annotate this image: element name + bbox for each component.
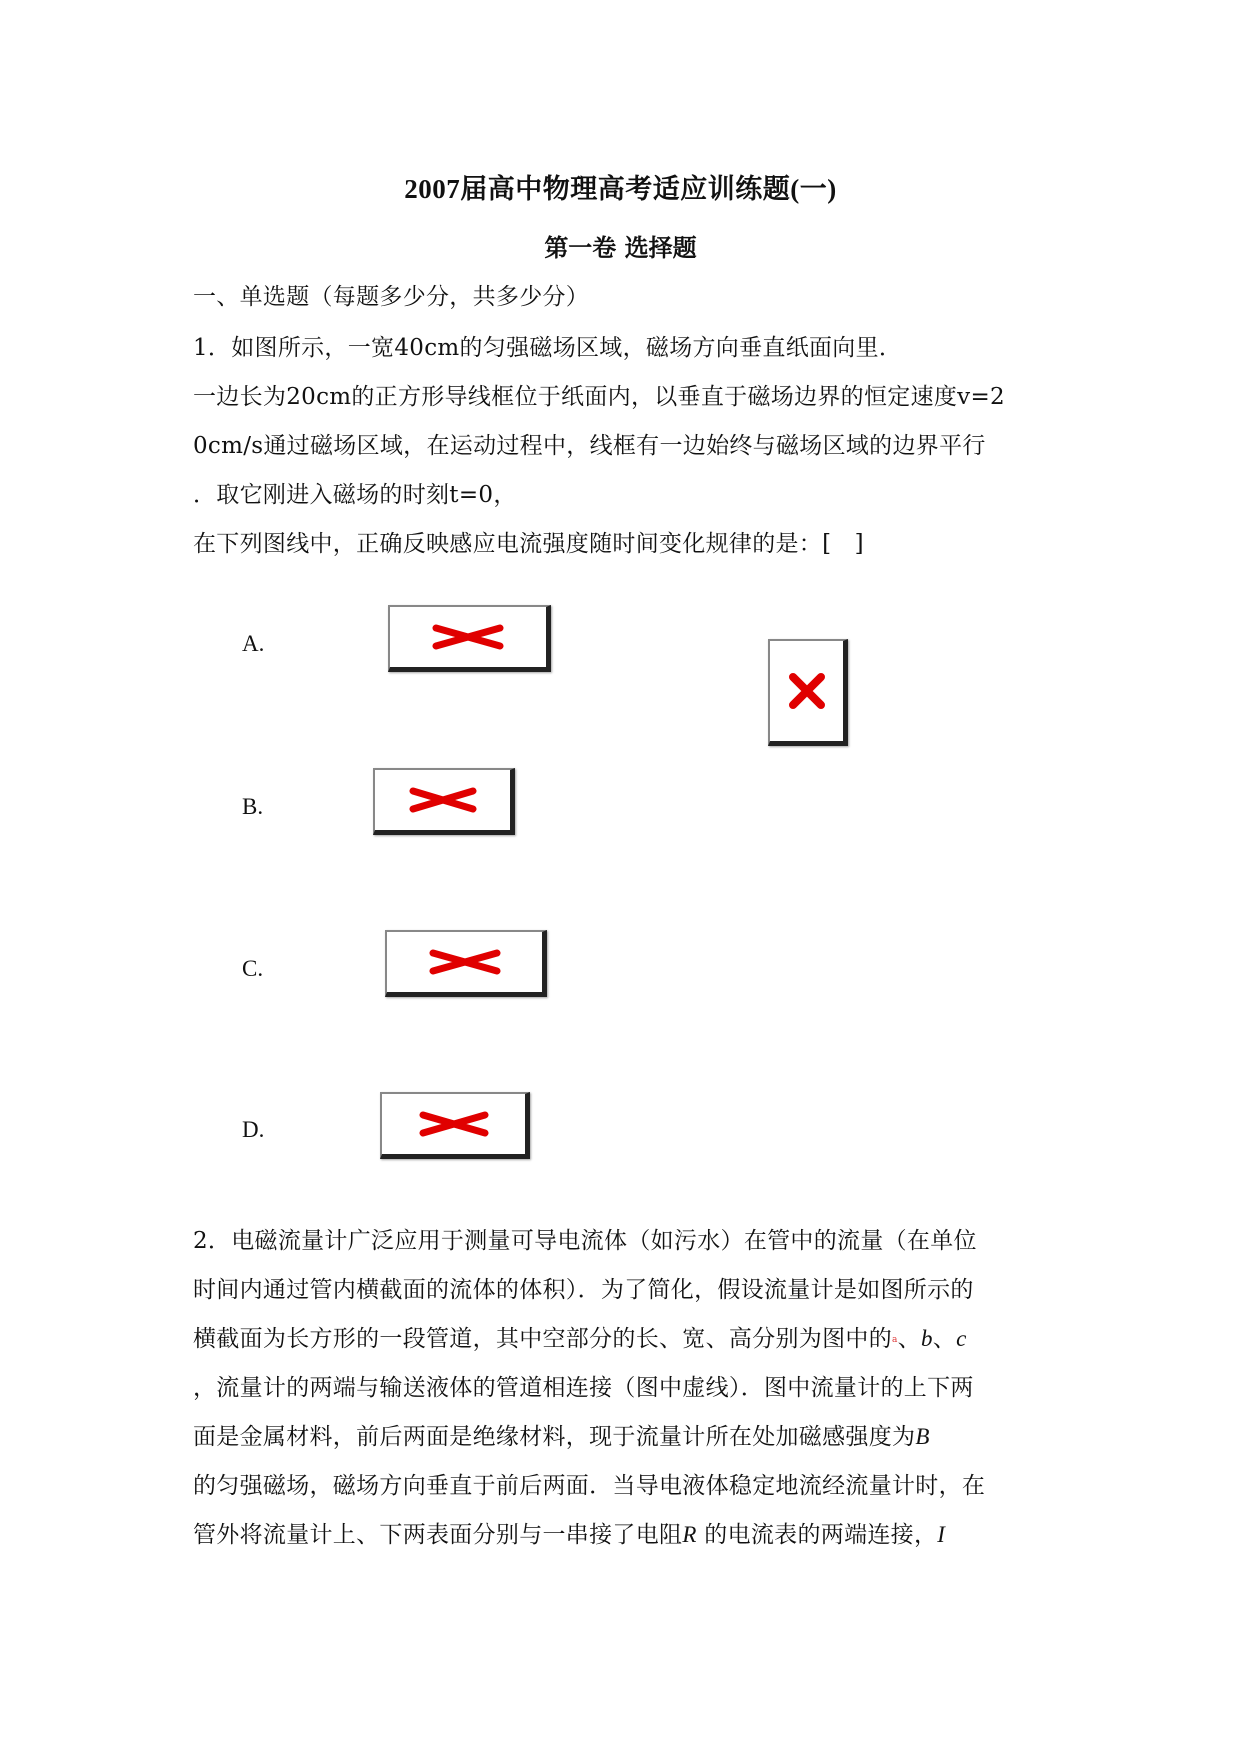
option-c-label: C. [242,956,264,981]
var-R: R [682,1522,697,1547]
broken-image-red-x-icon [419,1111,489,1137]
var-B: B [915,1424,930,1449]
var-I: I [937,1522,946,1547]
option-a-label: A. [242,631,265,656]
q1-line-3: 0cm/s通过磁场区域，在运动过程中，线框有一边始终与磁场区域的边界平行 [193,433,986,459]
var-a-mark: a [892,1335,898,1345]
q2-line-7-text-b: 的电流表的两端连接， [696,1522,938,1548]
document-title: 2007届高中物理高考适应训练题(一) [404,174,837,204]
broken-image-red-x-icon [409,787,477,813]
option-d-label: D. [242,1117,265,1142]
q1-line-2: 一边长为20cm的正方形导线框位于纸面内，以垂直于磁场边界的恒定速度v=2 [193,384,1005,410]
var-c: c [956,1326,967,1351]
q2-line-3-text: 横截面为长方形的一段管道，其中空部分的长、宽、高分别为图中的 [193,1326,892,1352]
q2-line-1: 2．电磁流量计广泛应用于测量可导电流体（如污水）在管中的流量（在单位 [193,1228,977,1254]
broken-image-red-x-icon [432,624,504,650]
option-b-label: B. [242,794,264,819]
q2-line-5-text: 面是金属材料，前后两面是绝缘材料，现于流量计所在处加磁感强度为 [193,1424,916,1450]
q2-line-2: 时间内通过管内横截面的流体的体积）．为了简化，假设流量计是如图所示的 [193,1277,974,1303]
separator: 、 [897,1326,921,1352]
figure-image [768,639,848,746]
option-b-image [373,768,515,835]
separator: 、 [932,1326,957,1352]
q1-line-1: 1．如图所示，一宽40cm的匀强磁场区域，磁场方向垂直纸面向里． [193,335,903,361]
option-a-image [388,605,551,672]
q2-line-7 [193,1516,945,1549]
q2-line-7-text: 管外将流量计上、下两表面分别与一串接了电阻 [193,1522,683,1548]
q2-line-3 [193,1320,967,1353]
q2-line-5 [193,1418,930,1451]
option-d-image [380,1092,530,1159]
var-b: b [920,1326,933,1351]
broken-image-red-x-icon [787,671,827,711]
broken-image-red-x-icon [429,949,501,975]
section-heading: 一、单选题（每题多少分，共多少分） [193,284,590,310]
q1-line-4: ．取它刚进入磁场的时刻t=0， [193,482,517,508]
option-c-image [385,930,547,997]
q1-line-5: 在下列图线中，正确反映感应电流强度随时间变化规律的是：[ ] [193,531,864,557]
section-subtitle: 第一卷 选择题 [544,233,697,262]
q2-line-4: ，流量计的两端与输送液体的管道相连接（图中虚线）．图中流量计的上下两 [193,1375,974,1401]
q2-line-6: 的匀强磁场，磁场方向垂直于前后两面．当导电液体稳定地流经流量计时，在 [193,1473,986,1499]
